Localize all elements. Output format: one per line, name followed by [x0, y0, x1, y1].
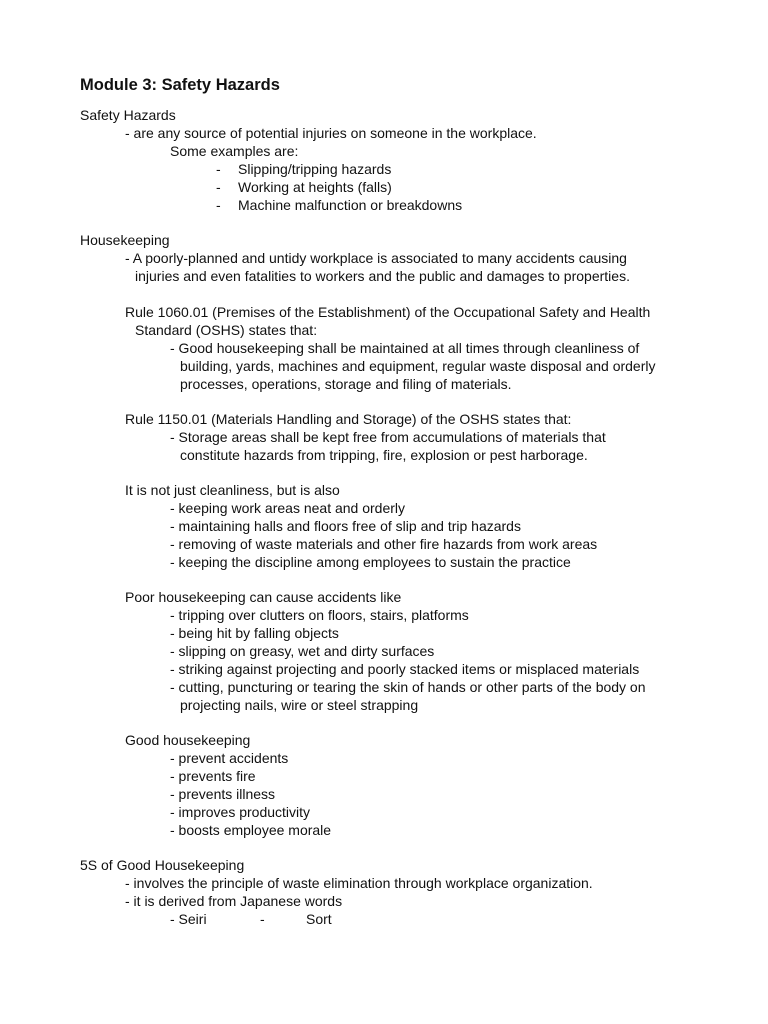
- list-item: - prevents illness: [170, 786, 276, 802]
- list-item: - cutting, puncturing or tearing the skin of hands or other parts of the body on: [170, 679, 646, 695]
- section-heading: Housekeeping: [80, 232, 170, 248]
- list-item: - tripping over clutters on floors, stairs, platforms: [170, 607, 469, 623]
- paragraph-line: - A poorly-planned and untidy workplace is associated to many accidents causing: [125, 250, 627, 266]
- list-item: - prevent accidents: [170, 750, 289, 766]
- list-item: - keeping work areas neat and orderly: [170, 500, 406, 516]
- word-separator: -: [260, 911, 265, 927]
- bullet-dash: -: [216, 161, 221, 177]
- page-title: Module 3: Safety Hazards: [80, 76, 280, 94]
- paragraph-intro: Poor housekeeping can cause accidents like: [125, 589, 402, 605]
- rule-1150-text: - Storage areas shall be kept free from accumulations of materials that: [170, 429, 606, 445]
- section-heading: 5S of Good Housekeeping: [80, 857, 245, 873]
- list-item: - improves productivity: [170, 804, 311, 820]
- bullet-dash: -: [216, 179, 221, 195]
- bullet-dash: -: [216, 197, 221, 213]
- list-item-text: Slipping/tripping hazards: [238, 161, 392, 177]
- rule-1060-line: Standard (OSHS) states that:: [135, 322, 318, 338]
- definition-line: - are any source of potential injuries on someone in the workplace.: [125, 125, 537, 141]
- rule-1060-text: processes, operations, storage and filing of materials.: [180, 376, 512, 392]
- list-item-continuation: projecting nails, wire or steel strapping: [180, 697, 419, 713]
- list-item: - maintaining halls and floors free of slip and trip hazards: [170, 518, 521, 534]
- list-item: - boosts employee morale: [170, 822, 332, 838]
- list-item: - keeping the discipline among employees to sustain the practice: [170, 554, 571, 570]
- rule-1150-text: constitute hazards from tripping, fire, explosion or pest harborage.: [180, 447, 588, 463]
- japanese-word: - Seiri: [170, 911, 207, 927]
- list-item: - it is derived from Japanese words: [125, 893, 343, 909]
- list-item: - being hit by falling objects: [170, 625, 339, 641]
- examples-intro: Some examples are:: [170, 143, 299, 159]
- list-item-text: Working at heights (falls): [238, 179, 392, 195]
- list-item: - involves the principle of waste elimination through workplace organization.: [125, 875, 593, 891]
- list-item-text: Machine malfunction or breakdowns: [238, 197, 463, 213]
- rule-1060-text: - Good housekeeping shall be maintained at all times through cleanliness of: [170, 340, 640, 356]
- list-item: - removing of waste materials and other fire hazards from work areas: [170, 536, 598, 552]
- rule-1060-text: building, yards, machines and equipment, regular waste disposal and orderly: [180, 358, 656, 374]
- section-heading: Safety Hazards: [80, 107, 176, 123]
- english-word: Sort: [306, 911, 332, 927]
- rule-1060-line: Rule 1060.01 (Premises of the Establishment) of the Occupational Safety and Health: [125, 304, 651, 320]
- paragraph-intro: It is not just cleanliness, but is also: [125, 482, 340, 498]
- list-item: - slipping on greasy, wet and dirty surfaces: [170, 643, 435, 659]
- list-item: - striking against projecting and poorly stacked items or misplaced materials: [170, 661, 640, 677]
- rule-1150-line: Rule 1150.01 (Materials Handling and Storage) of the OSHS states that:: [125, 411, 572, 427]
- list-item: - prevents fire: [170, 768, 256, 784]
- paragraph-intro: Good housekeeping: [125, 732, 251, 748]
- paragraph-line: injuries and even fatalities to workers and the public and damages to properties.: [135, 268, 630, 284]
